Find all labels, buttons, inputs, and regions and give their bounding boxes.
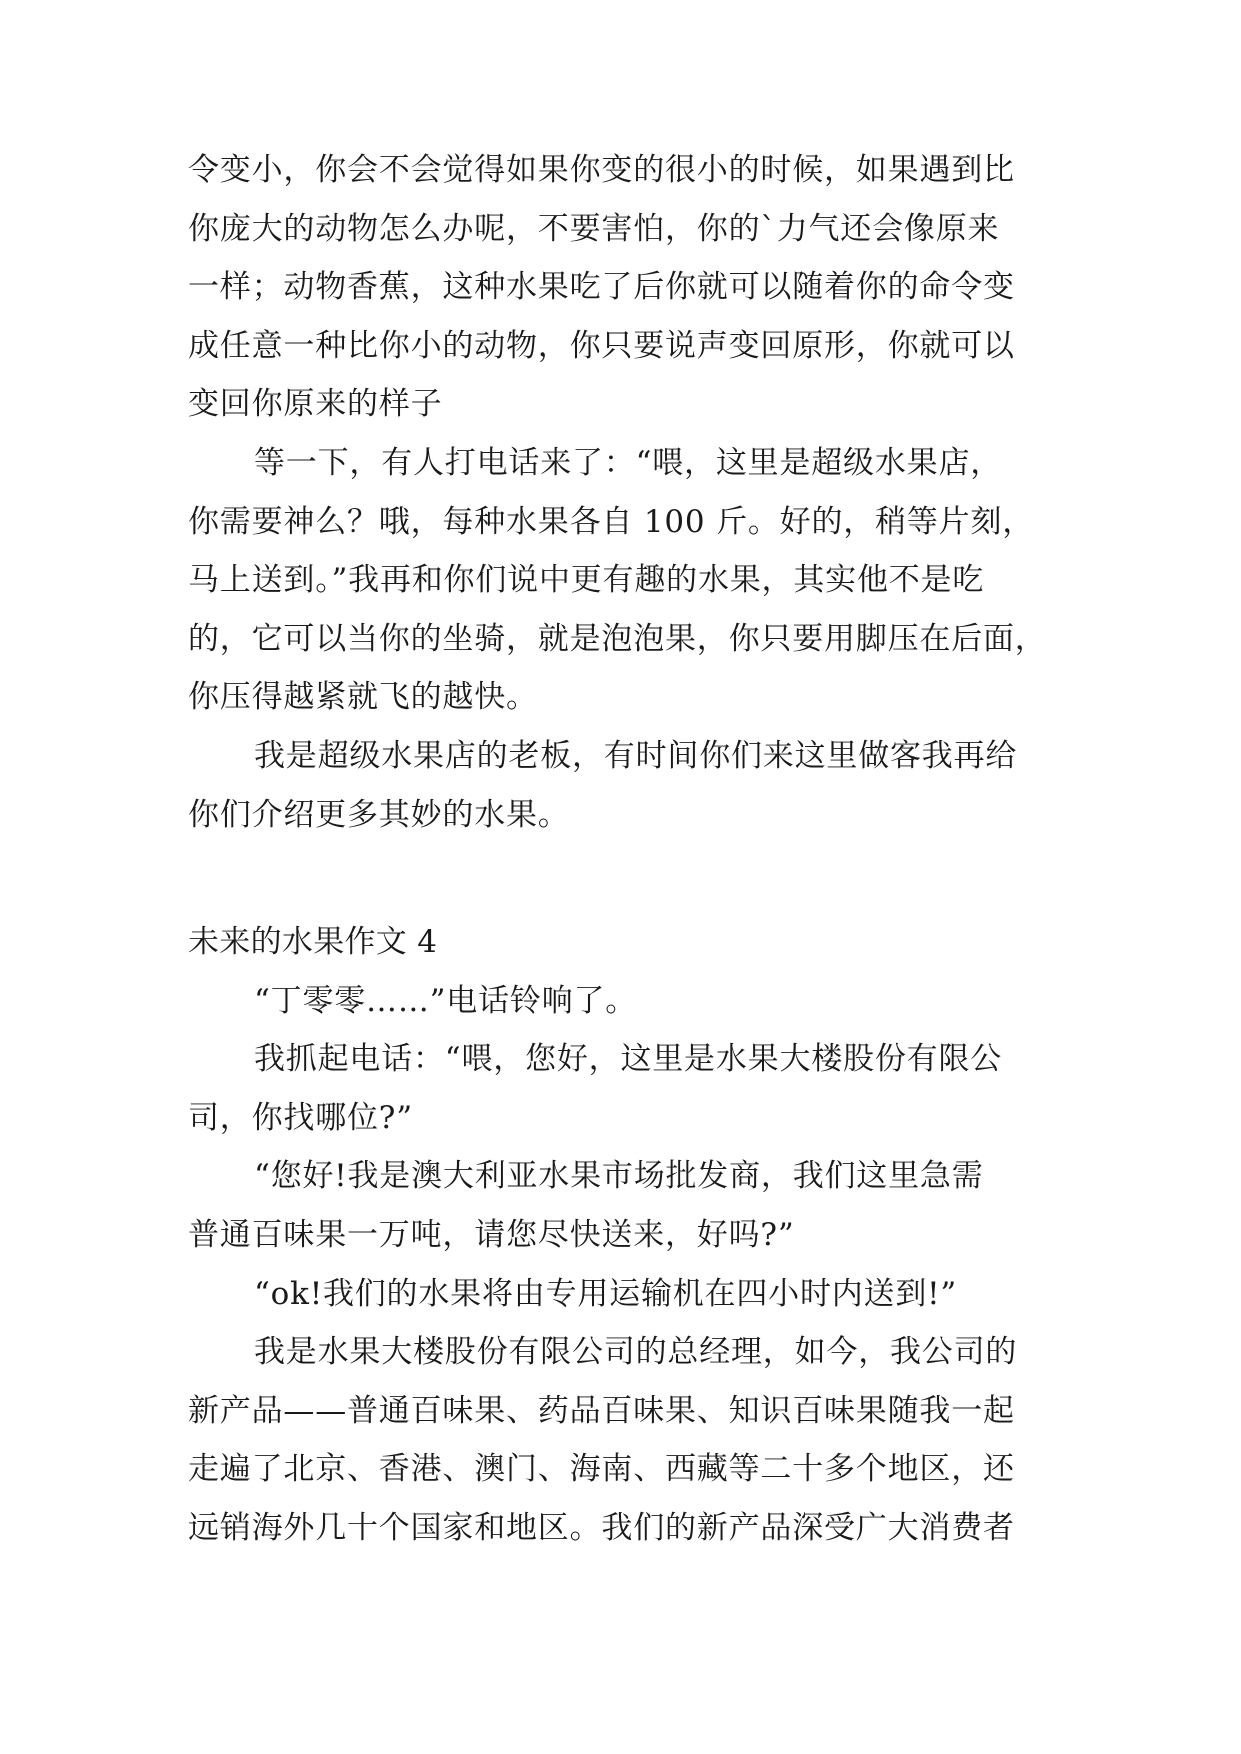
- paragraph-start-line: 我抓起电话：“喂，您好，这里是水果大楼股份有限公: [254, 1041, 1003, 1078]
- text-line: 新产品——普通百味果、药品百味果、知识百味果随我一起: [188, 1392, 1015, 1429]
- paragraph-start-line: 我是超级水果店的老板，有时间你们来这里做客我再给: [254, 737, 1018, 774]
- paragraph-start-line: “ok!我们的水果将由专用运输机在四小时内送到!”: [254, 1275, 958, 1312]
- text-line: 走遍了北京、香港、澳门、海南、西藏等二十多个地区，还: [188, 1451, 1015, 1488]
- text-line: 你庞大的动物怎么办呢，不要害怕，你的`力气还会像原来: [188, 210, 1000, 247]
- text-line: 马上送到。”我再和你们说中更有趣的水果，其实他不是吃: [188, 562, 985, 599]
- section-heading: 未来的水果作文 4: [188, 924, 438, 960]
- text-line: 你需要神么？哦，每种水果各自 100 斤。好的，稍等片刻，: [188, 503, 1035, 540]
- essay-part-3-continuation: [188, 141, 1068, 844]
- text-line: 普通百味果一万吨，请您尽快送来，好吗?”: [188, 1216, 795, 1253]
- paragraph-start-line: “您好!我是澳大利亚水果市场批发商，我们这里急需: [254, 1158, 984, 1195]
- text-line: 令变小，你会不会觉得如果你变的很小的时候，如果遇到比: [188, 152, 1015, 188]
- text-line: 成任意一种比你小的动物，你只要说声变回原形，你就可以: [188, 327, 1015, 364]
- text-line: 你们介绍更多其妙的水果。: [188, 796, 570, 833]
- text-line: 远销海外几十个国家和地区。我们的新产品深受广大消费者: [188, 1509, 1015, 1546]
- text-line: 你压得越紧就飞的越快。: [188, 679, 538, 716]
- text-line: 的，它可以当你的坐骑，就是泡泡果，你只要用脚压在后面，: [188, 620, 1047, 657]
- paragraph-start-line: “丁零零……”电话铃响了。: [254, 982, 638, 1019]
- paragraph-start-line: 我是水果大楼股份有限公司的总经理，如今，我公司的: [254, 1334, 1018, 1371]
- text-line: 一样；动物香蕉，这种水果吃了后你就可以随着你的命令变: [188, 269, 1015, 306]
- text-line: 司，你找哪位?”: [188, 1099, 413, 1136]
- paragraph-start-line: 等一下，有人打电话来了：“喂，这里是超级水果店，: [254, 444, 1003, 481]
- text-line: 变回你原来的样子: [188, 386, 443, 423]
- essay-part-4: [188, 913, 1068, 1558]
